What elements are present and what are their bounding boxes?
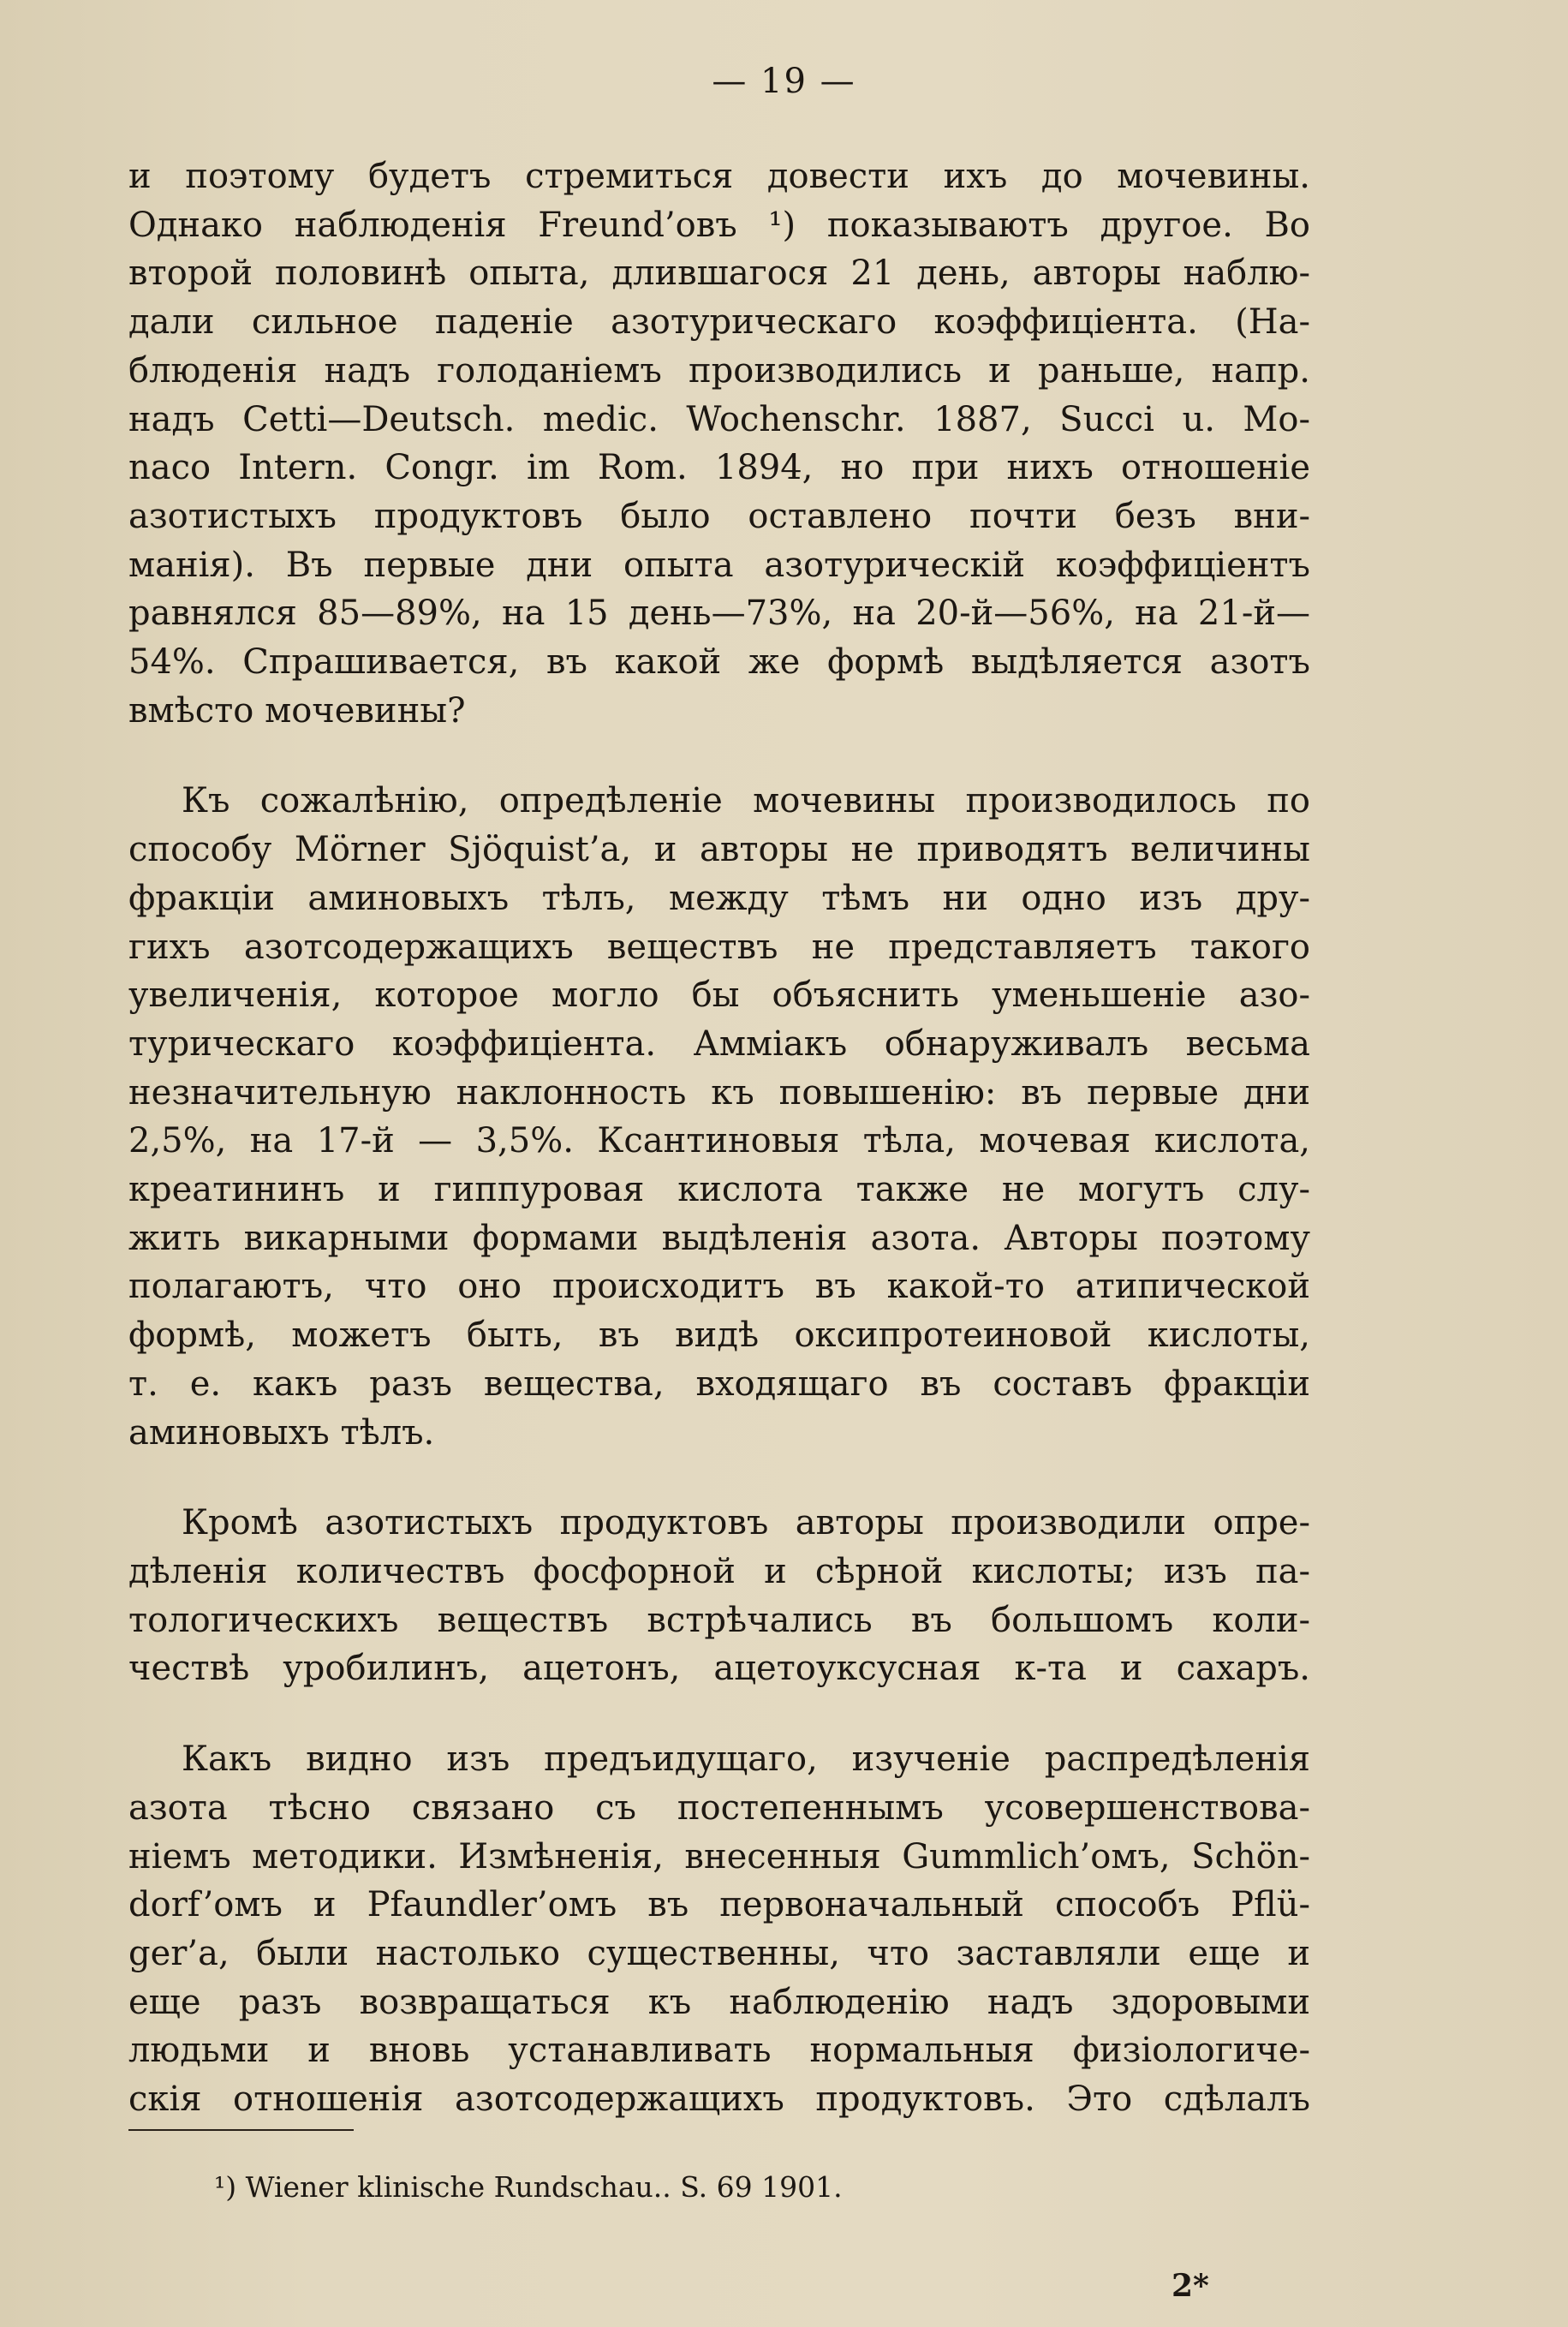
signature-mark: 2* xyxy=(1172,2268,1209,2304)
footnote-text: Wiener klinische Rundschau.. S. 69 1901. xyxy=(245,2170,843,2204)
text-line: азотистыхъ продуктовъ было оставлено почти безъ вни- xyxy=(128,496,1310,536)
text-line: ger’а, были настолько существенны, что заставляли еще и xyxy=(128,1933,1310,1973)
text-line: гихъ азотсодержащихъ веществъ не представляетъ такого xyxy=(128,927,1310,967)
text-line: способу Mörner Sjöquist’а, и авторы не приводятъ величины xyxy=(128,830,1310,870)
text-line: турическаго коэффиціента. Аммiакъ обнаруживалъ весьма xyxy=(128,1023,1310,1064)
text-line: блюденія надъ голоданіемъ производились и раньше, напр. xyxy=(128,350,1310,391)
text-line: и поэтому будетъ стремиться довести ихъ до мочевины. xyxy=(128,157,1310,196)
text-line: вмѣсто мочевины? xyxy=(128,690,466,731)
text-line: второй половинѣ опыта, длившагося 21 день, авторы наблю- xyxy=(128,254,1310,294)
footnote-marker: ¹) xyxy=(214,2170,237,2204)
text-line: манія). Въ первые дни опыта азотурическій коэффиціентъ xyxy=(128,545,1310,585)
text-line: ніемъ методики. Измѣненія, внесенныя Gummlich’омъ, Schön- xyxy=(128,1836,1310,1877)
text-line: Кромѣ азотистыхъ продуктовъ авторы производили опре- xyxy=(182,1503,1310,1543)
body-text xyxy=(128,152,1310,2124)
text-line: naco Intern. Congr. im Rom. 1894, но при нихъ отношеніе xyxy=(128,448,1310,488)
text-line: формѣ, можетъ быть, въ видѣ оксипротеиновой кислоты, xyxy=(128,1316,1310,1356)
paragraph-2 xyxy=(128,777,1310,1457)
paragraph-1 xyxy=(128,152,1310,735)
text-line: надъ Cetti—Deutsch. medic. Wochenschr. 1887, Succi u. Mo- xyxy=(128,399,1310,439)
text-line: жить викарными формами выдѣленія азота. Авторы поэтому xyxy=(128,1218,1310,1258)
text-line: т. е. какъ разъ вещества, входящаго въ составъ фракціи xyxy=(128,1363,1310,1404)
text-line: равнялся 85—89%, на 15 день—73%, на 20-й—56%, на 21-й— xyxy=(128,594,1310,634)
text-line: незначительную наклонность къ повышенію: въ первые дни xyxy=(128,1072,1310,1113)
text-line: дали сильное паденіе азотурическаго коэффиціента. (На- xyxy=(128,302,1310,343)
text-line: креатининъ и гиппуровая кислота также не могутъ слу- xyxy=(128,1170,1310,1210)
footnote-divider xyxy=(128,2129,354,2131)
paragraph-3 xyxy=(128,1499,1310,1693)
text-line: тологическихъ веществъ встрѣчались въ большомъ коли- xyxy=(128,1600,1310,1640)
text-line: увеличенія, которое могло бы объяснить уменьшеніе азо- xyxy=(128,976,1310,1016)
paragraph-4 xyxy=(128,1735,1310,2124)
text-line: фракціи аминовыхъ тѣлъ, между тѣмъ ни одно изъ дру- xyxy=(128,878,1310,918)
text-line: 54%. Спрашивается, въ какой же формѣ выдѣляется азотъ xyxy=(128,642,1310,683)
text-line: азота тѣсно связано съ постепеннымъ усовершенствова- xyxy=(128,1787,1310,1828)
text-line: полагаютъ, что оно происходитъ въ какой-то атипической xyxy=(128,1267,1310,1307)
text-line: дѣленія количествъ фосфорной и сѣрной кислоты; изъ па- xyxy=(128,1551,1310,1591)
text-line: чествѣ уробилинъ, ацетонъ, ацетоуксусная к-та и сахаръ. xyxy=(128,1649,1310,1689)
text-line: Однако наблюденія Freund’овъ ¹) показываютъ другое. Во xyxy=(128,205,1310,245)
text-line: скія отношенія азотсодержащихъ продуктовъ. Это сдѣлалъ xyxy=(128,2079,1310,2120)
text-line: людьми и вновь устанавливать нормальныя физіологиче- xyxy=(128,2031,1310,2071)
text-line: 2,5%, на 17-й — 3,5%. Ксантиновыя тѣла, мочевая кислота, xyxy=(128,1121,1310,1161)
footnote xyxy=(214,2167,843,2208)
text-line: Къ сожалѣнію, опредѣленіе мочевины производилось по xyxy=(182,781,1310,821)
text-line: еще разъ возвращаться къ наблюденію надъ здоровыми xyxy=(128,1982,1310,2022)
page-number: — 19 — xyxy=(712,62,856,101)
text-line: dorf’омъ и Pfaundler’омъ въ первоначальный способъ Pflü- xyxy=(128,1885,1310,1925)
text-line: аминовыхъ тѣлъ. xyxy=(128,1412,435,1453)
text-line: Какъ видно изъ предъидущаго, изученіе распредѣленія xyxy=(182,1739,1310,1780)
